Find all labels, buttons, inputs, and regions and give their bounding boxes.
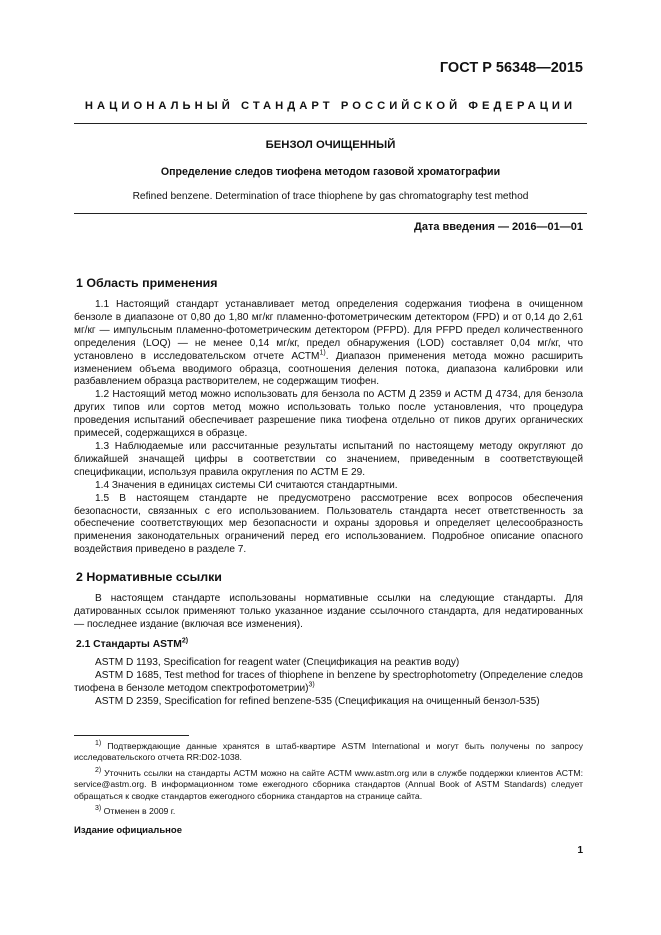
section-heading-scope: 1 Область применения <box>76 276 218 290</box>
paragraph-1-4: 1.4 Значения в единицах системы СИ считаются стандартными. <box>95 479 398 491</box>
footnote-mark: 1) <box>95 740 102 748</box>
introduction-date: Дата введения — 2016—01—01 <box>414 221 583 233</box>
header-rule-bottom <box>74 213 587 214</box>
footnote-text: Подтверждающие данные хранятся в штаб-квартире ASTM International и могут быть получены по запросу исследовательского отчета RR:D02-1038. <box>74 741 583 763</box>
standard-code: ГОСТ Р 56348—2015 <box>439 60 583 76</box>
footnote-mark: 3) <box>95 805 102 813</box>
reference-astm-d1685 <box>74 670 583 696</box>
paragraph-1-3: 1.3 Наблюдаемые или рассчитанные результаты испытаний по настоящему методу округляют до ближайшей значащей цифры в соответствии со значением, приведенным в соответствующей спецификации, используя правила округления по АСТМ Е 29. <box>74 440 583 478</box>
header-rule-top <box>74 123 587 124</box>
official-edition-label: Издание официальное <box>74 825 182 836</box>
reference-text: ASTM D 1685, Test method for traces of thiophene in benzene by spectrophotometry (Определение следов тиофена в бензоле методом спектрофотометрии) <box>74 669 583 694</box>
footnote-mark: 2) <box>95 766 102 774</box>
footnote-3 <box>74 806 583 817</box>
reference-astm-d1193: ASTM D 1193, Specification for reagent water (Спецификация на реактив воду) <box>95 656 460 668</box>
footnotes <box>74 741 583 821</box>
reference-astm-d2359: ASTM D 2359, Specification for refined benzene-535 (Спецификация на очищенный бензол-535) <box>95 695 540 707</box>
national-standard-banner: НАЦИОНАЛЬНЫЙ СТАНДАРТ РОССИЙСКОЙ ФЕДЕРАЦИИ <box>84 100 577 112</box>
footnote-1 <box>74 741 583 764</box>
subsection-title: 2.1 Стандарты ASTM <box>76 638 182 650</box>
paragraph-2-intro: В настоящем стандарте использованы нормативные ссылки на следующие стандарты. Для датированных ссылок применяют только указанное издание ссылочного стандарта, для недатированных — последнее издание (включая все изменения). <box>74 593 583 630</box>
footnote-ref: 3) <box>308 681 315 689</box>
document-subtitle: Определение следов тиофена методом газовой хроматографии <box>160 166 501 178</box>
main-content <box>74 276 583 708</box>
subsection-heading-astm <box>76 638 583 651</box>
document-english-title: Refined benzene. Determination of trace thiophene by gas chromatography test method <box>132 191 529 202</box>
footnote-text: Уточнить ссылки на стандарты АСТМ можно на сайте АСТМ www.astm.org или в службе поддержки клиентов ACTM: service@astm.org. В информационном томе ежегодного сборника стандартов (Annual Book of ASTM Standards) следует обращаться к сводке стандартов ежегодного сборника стандартов на странице сайта. <box>74 767 583 801</box>
paragraph-1-5: 1.5 В настоящем стандарте не предусмотрено рассмотрение всех вопросов обеспечения безопасности, связанных с его использованием. Пользователь стандарта несет ответственность за обеспечение соответствующих мер безопасности и охраны здоровья и определяет целесообразность применения законодательных ограничений перед его использованием. Подробное описание опасного воздействия приведено в разделе 7. <box>74 492 583 556</box>
footnote-ref: 2) <box>181 637 189 645</box>
paragraph-text: . Диапазон применения метода можно расширить изменением объема вводимого образца, соотношения деления потока, диапазона калибровки или разбавлением образца растворителем, не содержащим тиофен. <box>74 350 583 388</box>
footnote-2 <box>74 768 583 802</box>
footnote-ref: 1) <box>319 349 326 357</box>
paragraph-text: 1.1 Настоящий стандарт устанавливает метод определения содержания тиофена в очищенном бензоле в диапазоне от 0,80 до 1,80 мг/кг пламенно-фотометрическим детектором (FPD) и от 0,14 до 2,61 мг/кг — импульсным пламенно-фотометрическим детектором (PFPD). Для PFPD предел количественного определения (LOQ) — не менее 0,14 мг/кг, предел обнаружения (LOD) составляет 0,04 мг/кг, что установлено в исследовательском отчете АСТМ <box>74 299 583 362</box>
section-heading-references: 2 Нормативные ссылки <box>76 570 222 585</box>
footnote-text: Отменен в 2009 г. <box>101 806 176 817</box>
paragraph-1-1 <box>74 299 583 389</box>
document-title: БЕНЗОЛ ОЧИЩЕННЫЙ <box>265 139 396 151</box>
footnote-rule <box>74 735 189 736</box>
page-number: 1 <box>577 845 583 856</box>
section-gap <box>74 557 583 570</box>
paragraph-1-2: 1.2 Настоящий метод можно использовать для бензола по АСТМ Д 2359 и АСТМ Д 4734, для бензола других типов или сортов метод можно использовать только после установления, что процедура проведения испытаний обеспечивает разрешение пика тиофена отдельно от пиков других органических примесей, содержащихся в образце. <box>74 389 583 440</box>
